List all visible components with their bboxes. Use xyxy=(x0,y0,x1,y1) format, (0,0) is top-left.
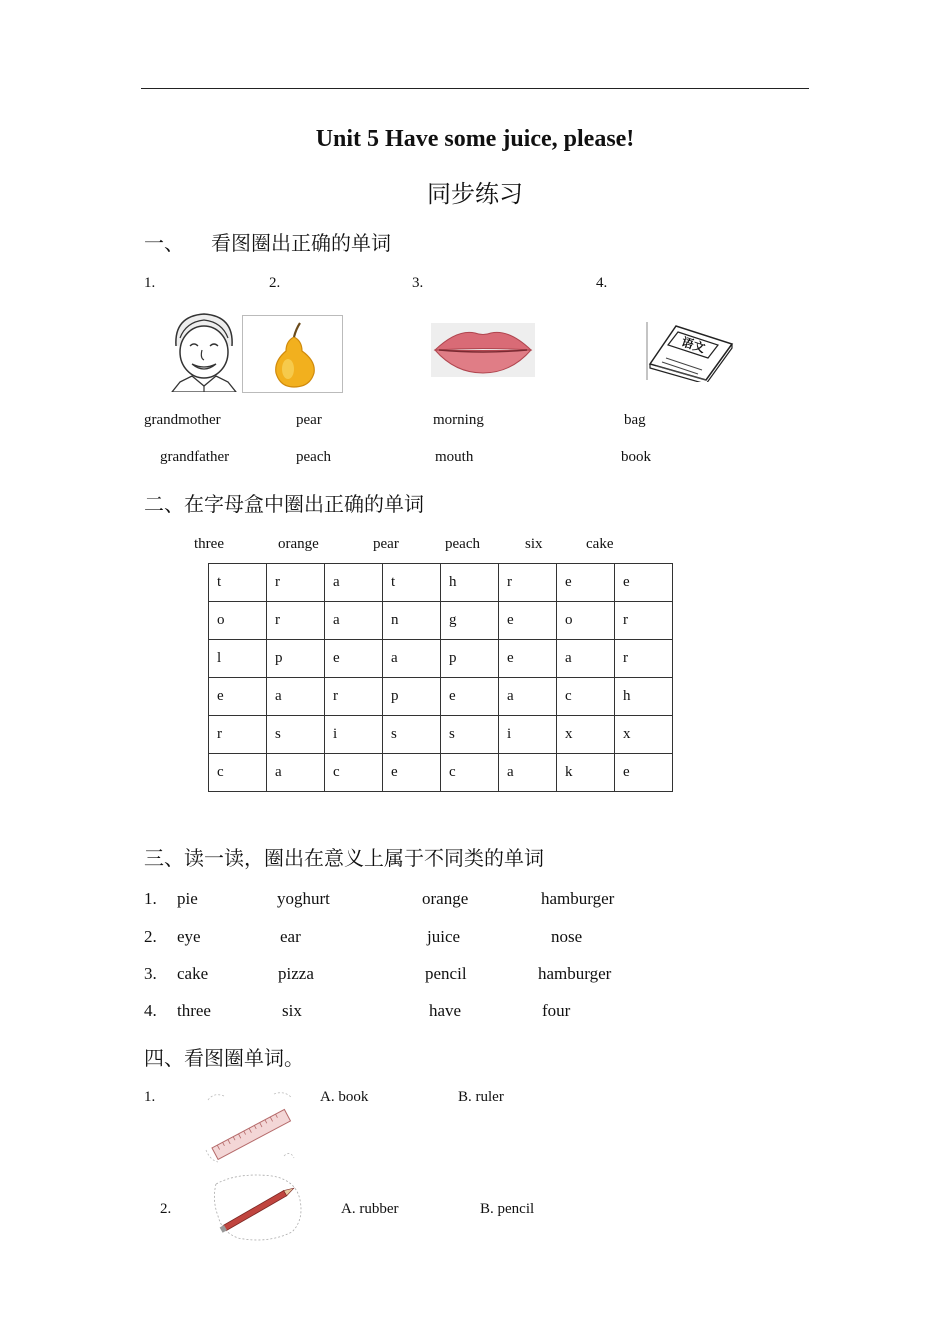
s1-item4-b: book xyxy=(621,449,651,465)
s4-q2-option-a: A. rubber xyxy=(341,1201,399,1217)
s2-word-6: cake xyxy=(586,536,614,552)
mouth-picture xyxy=(431,323,535,377)
s2-word-1: three xyxy=(194,536,224,552)
grid-row xyxy=(209,564,673,602)
grid-cell: c xyxy=(209,754,267,792)
letter-grid xyxy=(208,563,673,792)
s2-word-5: six xyxy=(525,536,543,552)
s3-row2-w1: eye xyxy=(177,927,201,946)
page-title: Unit 5 Have some juice, please! xyxy=(315,126,635,152)
grid-row xyxy=(209,602,673,640)
s4-q1-option-b: B. ruler xyxy=(458,1089,504,1105)
s3-row1-w2: yoghurt xyxy=(277,889,330,908)
s1-item3-b: mouth xyxy=(435,449,474,465)
grid-cell: r xyxy=(499,564,557,602)
grid-cell: r xyxy=(325,678,383,716)
pencil-picture xyxy=(208,1170,308,1244)
s3-row1-num: 1. xyxy=(144,889,157,908)
s3-row2-num: 2. xyxy=(144,927,157,946)
s3-row3-num: 3. xyxy=(144,964,157,983)
s2-word-4: peach xyxy=(445,536,480,552)
s1-item4-a: bag xyxy=(624,412,646,428)
grid-cell: e xyxy=(615,754,673,792)
s3-row3-w1: cake xyxy=(177,964,209,983)
s2-word-2: orange xyxy=(278,536,319,552)
grid-cell: e xyxy=(441,678,499,716)
s3-row2-w2: ear xyxy=(280,927,301,946)
section4-heading: 四、看图圈单词。 xyxy=(144,1046,304,1070)
s1-num-1: 1. xyxy=(144,275,156,291)
grid-cell: s xyxy=(441,716,499,754)
grid-cell: e xyxy=(383,754,441,792)
s4-q2-num: 2. xyxy=(160,1201,172,1217)
book-picture xyxy=(646,318,734,382)
grid-cell: c xyxy=(557,678,615,716)
s1-num-4: 4. xyxy=(596,275,608,291)
grid-cell: g xyxy=(441,602,499,640)
grid-cell: e xyxy=(325,640,383,678)
grid-cell: a xyxy=(383,640,441,678)
s3-row2-w4: nose xyxy=(551,927,583,946)
grid-row xyxy=(209,640,673,678)
grid-row xyxy=(209,716,673,754)
s1-item1-b: grandfather xyxy=(160,449,230,465)
grid-cell: h xyxy=(615,678,673,716)
grid-cell: p xyxy=(267,640,325,678)
grid-cell: a xyxy=(557,640,615,678)
s1-item2-b: peach xyxy=(296,449,331,465)
s3-row4-w3: have xyxy=(429,1001,462,1020)
grid-cell: p xyxy=(441,640,499,678)
grid-cell: x xyxy=(557,716,615,754)
grid-cell: t xyxy=(209,564,267,602)
grid-cell: a xyxy=(499,678,557,716)
grid-cell: i xyxy=(325,716,383,754)
s3-row4-w2: six xyxy=(282,1001,302,1020)
grid-cell: a xyxy=(499,754,557,792)
grid-cell: e xyxy=(615,564,673,602)
grid-cell: r xyxy=(615,640,673,678)
book-cover-label: 语文 xyxy=(679,334,707,356)
grid-cell: r xyxy=(209,716,267,754)
grid-cell: a xyxy=(325,602,383,640)
grid-cell: e xyxy=(499,602,557,640)
grid-cell: x xyxy=(615,716,673,754)
grid-cell: e xyxy=(209,678,267,716)
grid-cell: e xyxy=(557,564,615,602)
grid-cell: r xyxy=(267,564,325,602)
s2-word-3: pear xyxy=(373,536,399,552)
s1-item1-a: grandmother xyxy=(144,412,221,428)
grid-cell: c xyxy=(441,754,499,792)
section3-heading: 三、读一读，圈出在意义上属于不同类的单词 xyxy=(144,846,544,870)
s3-row2-w3: juice xyxy=(427,927,461,946)
s1-item2-a: pear xyxy=(296,412,322,428)
grid-cell: c xyxy=(325,754,383,792)
grid-cell: n xyxy=(383,602,441,640)
s4-q1-option-a: A. book xyxy=(320,1089,369,1105)
grid-cell: a xyxy=(325,564,383,602)
grid-cell: a xyxy=(267,754,325,792)
s1-num-2: 2. xyxy=(269,275,281,291)
grid-cell: t xyxy=(383,564,441,602)
s3-row1-w1: pie xyxy=(177,889,198,908)
s3-row3-w2: pizza xyxy=(278,964,314,983)
pear-picture xyxy=(242,315,343,393)
grid-cell: s xyxy=(267,716,325,754)
s1-num-3: 3. xyxy=(412,275,424,291)
grid-cell: h xyxy=(441,564,499,602)
s3-row1-w3: orange xyxy=(422,889,469,908)
grid-row xyxy=(209,754,673,792)
grid-cell: a xyxy=(267,678,325,716)
grid-cell: l xyxy=(209,640,267,678)
grid-row xyxy=(209,678,673,716)
grid-cell: e xyxy=(499,640,557,678)
grid-cell: s xyxy=(383,716,441,754)
section1-heading: 看图圈出正确的单词 xyxy=(211,231,391,255)
s3-row3-w3: pencil xyxy=(425,964,467,983)
grid-cell: k xyxy=(557,754,615,792)
s3-row4-w4: four xyxy=(542,1001,571,1020)
grid-cell: o xyxy=(557,602,615,640)
grid-cell: r xyxy=(615,602,673,640)
grid-cell: p xyxy=(383,678,441,716)
grid-cell: o xyxy=(209,602,267,640)
s1-item3-a: morning xyxy=(433,412,484,428)
grid-cell: i xyxy=(499,716,557,754)
section1-number: 一、 xyxy=(144,231,184,255)
s3-row4-num: 4. xyxy=(144,1001,157,1020)
header-rule xyxy=(141,88,809,89)
s3-row1-w4: hamburger xyxy=(541,889,615,908)
ruler-picture xyxy=(204,1090,298,1168)
grid-cell: r xyxy=(267,602,325,640)
grandfather-picture xyxy=(166,308,242,392)
s3-row3-w4: hamburger xyxy=(538,964,612,983)
page-subtitle: 同步练习 xyxy=(427,180,523,208)
s4-q1-num: 1. xyxy=(144,1089,156,1105)
s4-q2-option-b: B. pencil xyxy=(480,1201,535,1217)
s3-row4-w1: three xyxy=(177,1001,211,1020)
section2-heading: 二、在字母盒中圈出正确的单词 xyxy=(144,492,424,516)
